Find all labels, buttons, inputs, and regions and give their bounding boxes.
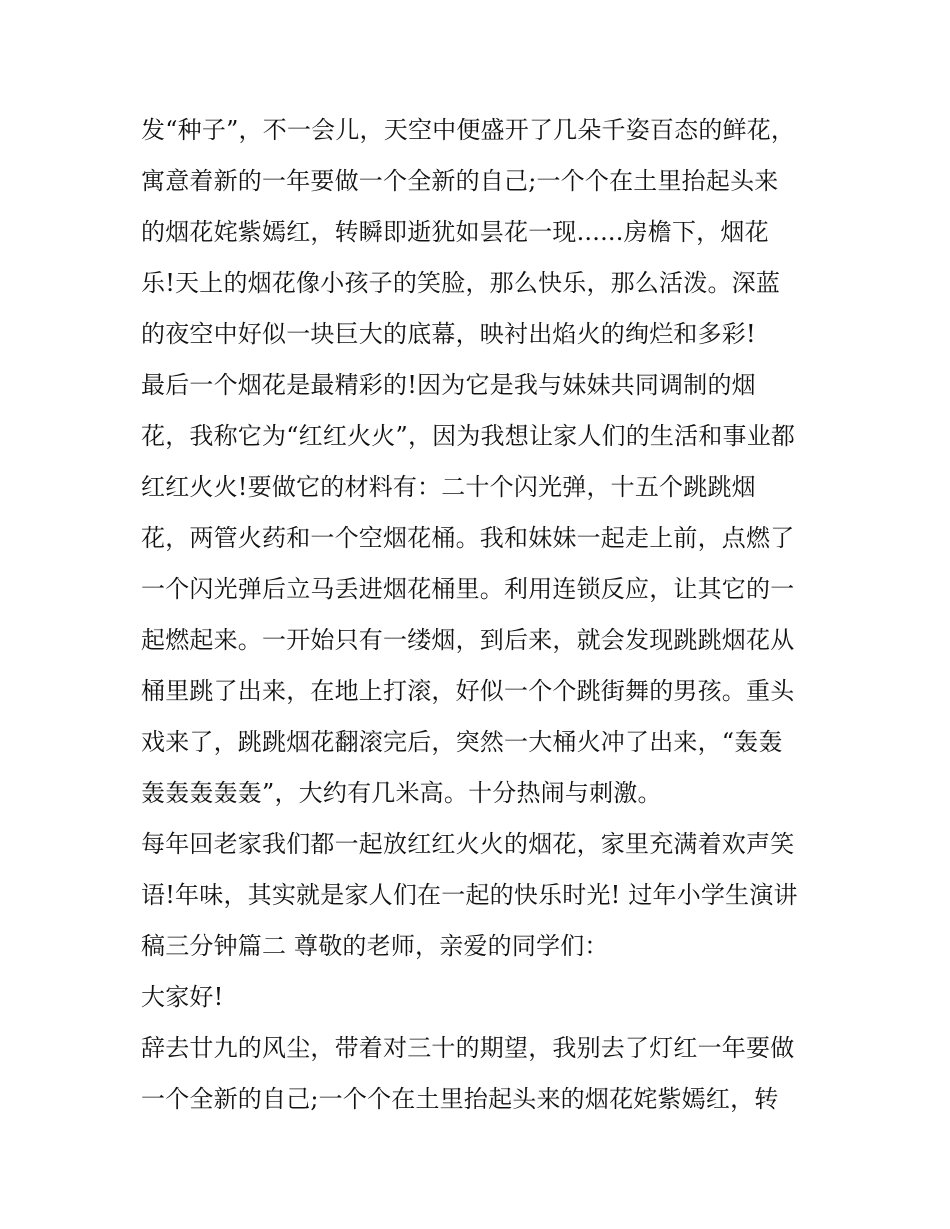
text-line: 桶里跳了出来，在地上打滚，好似一个个跳街舞的男孩。重头 bbox=[141, 677, 795, 705]
text-line: 辞去廿九的风尘，带着对三十的期望，我别去了灯红一年要做 bbox=[141, 1034, 795, 1062]
text-line: 花，我称它为“红红火火”，因为我想让家人们的生活和事业都 bbox=[141, 422, 796, 450]
text-line: 红红火火!要做它的材料有：二十个闪光弹，十五个跳跳烟 bbox=[141, 473, 756, 501]
text-line: 一个闪光弹后立马丢进烟花桶里。利用连锁反应，让其它的一 bbox=[141, 575, 795, 603]
text-line: 起燃起来。一开始只有一缕烟，到后来，就会发现跳跳烟花从 bbox=[141, 626, 795, 654]
text-line: 每年回老家我们都一起放红红火火的烟花，家里充满着欢声笑 bbox=[141, 830, 795, 858]
text-line: 发“种子”，不一会儿，天空中便盛开了几朵千姿百态的鲜花， bbox=[141, 116, 796, 144]
text-line: 稿三分钟篇二 尊敬的老师，亲爱的同学们： bbox=[141, 932, 609, 960]
text-line: 轰轰轰轰轰”，大约有几米高。十分热闹与刺激。 bbox=[141, 779, 662, 807]
text-line: 一个全新的自己;一个个在土里抬起头来的烟花姹紫嫣红，转 bbox=[141, 1085, 779, 1113]
body-text bbox=[141, 105, 831, 1125]
text-line: 的烟花姹紫嫣红，转瞬即逝犹如昙花一现......房檐下，烟花 bbox=[141, 218, 769, 246]
text-line: 语!年味，其实就是家人们在一起的快乐时光! 过年小学生演讲 bbox=[141, 881, 798, 909]
text-line: 的夜空中好似一块巨大的底幕，映衬出焰火的绚烂和多彩! bbox=[141, 320, 756, 348]
text-line: 乐!天上的烟花像小孩子的笑脸，那么快乐，那么活泼。深蓝 bbox=[141, 269, 781, 297]
text-line: 大家好! bbox=[141, 983, 224, 1011]
text-line: 花，两管火药和一个空烟花桶。我和妹妹一起走上前，点燃了 bbox=[141, 524, 795, 552]
text-line: 戏来了，跳跳烟花翻滚完后，突然一大桶火冲了出来，“轰轰 bbox=[141, 728, 783, 756]
text-line: 最后一个烟花是最精彩的!因为它是我与妹妹共同调制的烟 bbox=[141, 371, 756, 399]
text-line: 寓意着新的一年要做一个全新的自己;一个个在土里抬起头来 bbox=[141, 167, 779, 195]
